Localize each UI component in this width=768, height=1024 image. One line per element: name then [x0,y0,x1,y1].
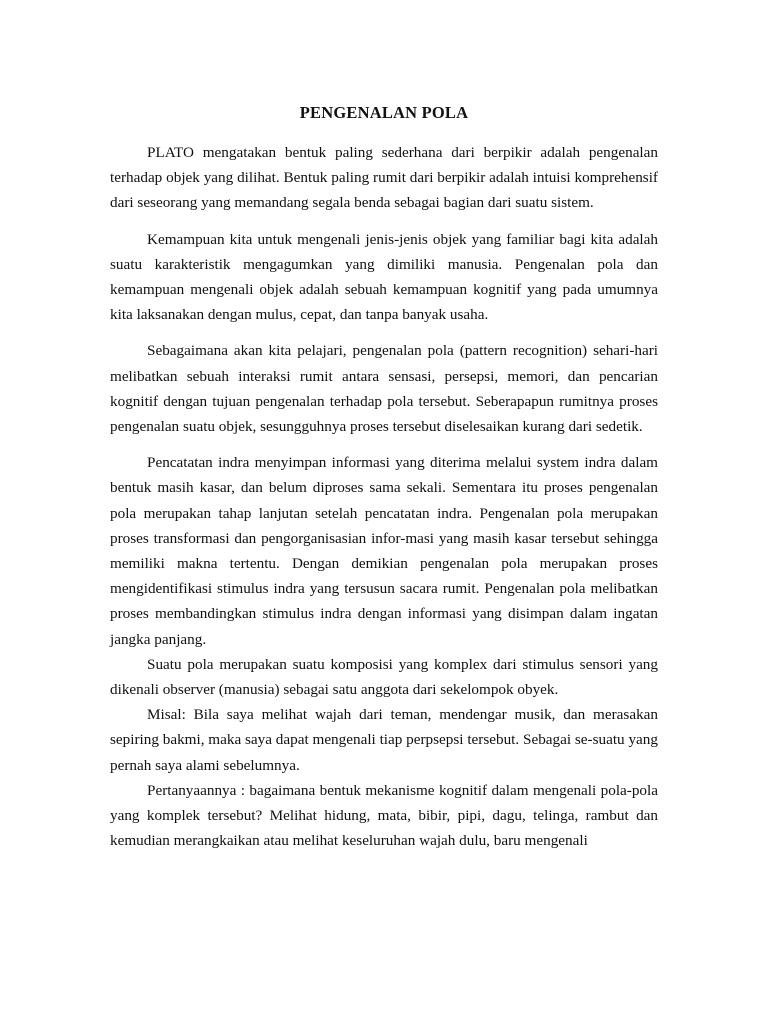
paragraph-4: Pencatatan indra menyimpan informasi yang diterima melalui system indra dalam bentuk masih kasar, dan belum diproses sama sekali. Sementara itu proses pengenalan pola merupakan tahap lanjutan setelah pencatatan indra. Pengenalan pola merupakan proses transformasi dan pengorganisasian infor-masi yang masih kasar tersebut sehingga memiliki makna tertentu. Dengan demikian pengenalan pola merupakan proses mengidentifikasi stimulus indra yang tersusun sacara rumit. Pengenalan pola melibatkan proses membandingkan stimulus indra dengan informasi yang disimpan dalam ingatan jangka panjang. [110,454,658,648]
paragraph-1: PLATO mengatakan bentuk paling sederhana dari berpikir adalah pengenalan terhadap objek yang dilihat. Bentuk paling rumit dari berpikir adalah intuisi komprehensif dari seseorang yang memandang segala benda sebagai bagian dari suatu sistem. [110,144,658,212]
page-title: PENGENALAN POLA [299,103,469,122]
paragraph-3: Sebagaimana akan kita pelajari, pengenalan pola (pattern recognition) sehari-hari melibatkan sebuah interaksi rumit antara sensasi, persepsi, memori, dan pencarian kognitif dengan tujuan pengenalan terhadap pola tersebut. Seberapapun rumitnya proses pengenalan suatu objek, sesungguhnya proses tersebut diselesaikan kurang dari sedetik. [110,342,658,436]
paragraph-5: Suatu pola merupakan suatu komposisi yang komplex dari stimulus sensori yang dikenali observer (manusia) sebagai satu anggota dari sekelompok obyek. [110,655,658,699]
paragraph-7: Pertanyaannya : bagaimana bentuk mekanisme kognitif dalam mengenali pola-pola yang komplek tersebut? Melihat hidung, mata, bibir, pipi, dagu, telinga, rambut dan kemudian merangkaikan atau melihat keseluruhan wajah dulu, baru mengenali [110,781,658,850]
paragraph-6: Misal: Bila saya melihat wajah dari teman, mendengar musik, dan merasakan sepiring bakmi, maka saya dapat mengenali tiap perpsepsi tersebut. Sebagai se-suatu yang pernah saya alami sebelumnya. [110,706,658,774]
document-body [110,140,658,853]
paragraph-2: Kemampuan kita untuk mengenali jenis-jenis objek yang familiar bagi kita adalah suatu karakteristik mengagumkan yang dimiliki manusia. Pengenalan pola dan kemampuan mengenali objek adalah sebuah kemampuan kognitif yang pada umumnya kita laksanakan dengan mulus, cepat, dan tanpa banyak usaha. [110,230,658,324]
